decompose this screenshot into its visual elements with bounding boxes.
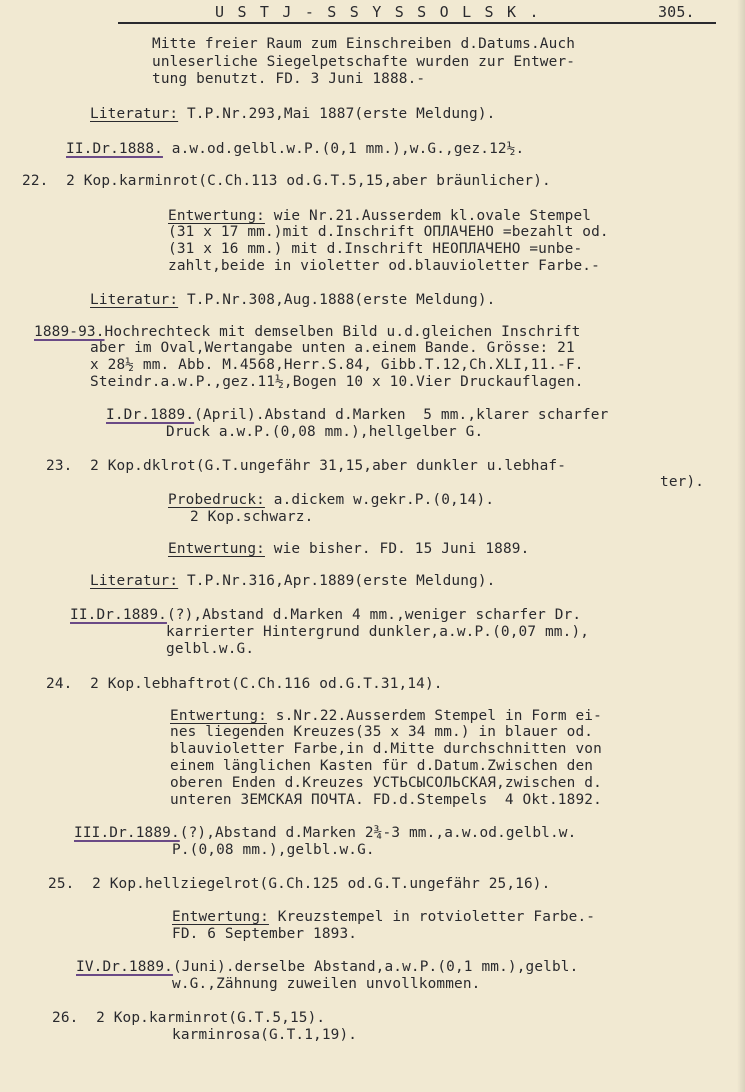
- text-line: unteren ЗЕМСКАЯ ПОЧТА. FD.d.Stempels 4 Okt.1892.: [170, 792, 602, 808]
- text-line: tung benutzt. FD. 3 Juni 1888.-: [152, 71, 426, 87]
- cancellation-line: [168, 208, 591, 225]
- header-rule: [118, 22, 716, 24]
- text-line: blauvioletter Farbe,in d.Mitte durchschnitten von: [170, 741, 602, 757]
- entwertung-label: Entwertung:: [172, 909, 269, 925]
- printing-label: IV.Dr.1889.: [76, 959, 173, 975]
- entwertung-label: Entwertung:: [168, 541, 265, 557]
- text-line: karrierter Hintergrund dunkler,a.w.P.(0,07 mm.),: [166, 624, 590, 640]
- probedruck-label: Probedruck:: [168, 492, 265, 508]
- printing-heading: [106, 407, 608, 424]
- proof-line: [168, 492, 494, 509]
- page-edge-shadow: [737, 0, 745, 1092]
- literature-line: [90, 573, 495, 590]
- cancellation-text: wie bisher. FD. 15 Juni 1889.: [273, 541, 530, 557]
- page-number: 305.: [658, 3, 695, 21]
- text-line: (31 x 16 mm.) mit d.Inschrift НЕОПЛАЧЕНО =unbe-: [168, 241, 583, 257]
- cancellation-line: [172, 909, 595, 926]
- text-line: (31 x 17 mm.)mit d.Inschrift ОПЛАЧЕНО =bezahlt od.: [168, 224, 609, 240]
- stamp-entry-26: 26. 2 Kop.karminrot(G.T.5,15).: [52, 1010, 326, 1026]
- literature-line: [90, 106, 495, 123]
- cancellation-text: s.Nr.22.Ausserdem Stempel in Form ei-: [275, 708, 602, 724]
- text-line: x 28½ mm. Abb. M.4568,Herr.S.84, Gibb.T.12,Ch.XLI,11.-F.: [90, 357, 584, 373]
- literature-line: [90, 292, 495, 309]
- literature-text: T.P.Nr.316,Apr.1889(erste Meldung).: [186, 573, 496, 589]
- entwertung-label: Entwertung:: [168, 208, 265, 224]
- stamp-entry-25: 25. 2 Kop.hellziegelrot(G.Ch.125 od.G.T.ungefähr 25,16).: [48, 876, 551, 892]
- printing-label: II.Dr.1889.: [70, 607, 167, 623]
- entwertung-label: Entwertung:: [170, 708, 267, 724]
- printing-text: (?),Abstand d.Marken 2¾-3 mm.,a.w.od.gelbl.w.: [179, 825, 577, 841]
- cancellation-text: wie Nr.21.Ausserdem kl.ovale Stempel: [273, 208, 592, 224]
- printing-heading: [74, 825, 576, 842]
- text-line: karminrosa(G.T.1,19).: [172, 1027, 358, 1043]
- running-title: U S T J - S S Y S S O L S K .: [215, 3, 541, 21]
- printing-heading: [76, 959, 578, 976]
- stamp-entry-24: 24. 2 Kop.lebhaftrot(C.Ch.116 od.G.T.31,14).: [46, 676, 443, 692]
- text-line: Steindr.a.w.P.,gez.11½,Bogen 10 x 10.Vier Druckauflagen.: [90, 374, 584, 390]
- stamp-entry-23: 23. 2 Kop.dklrot(G.T.ungefähr 31,15,aber dunkler u.lebhaf-: [46, 458, 567, 474]
- text-line: unleserliche Siegelpetschafte wurden zur Entwer-: [152, 54, 576, 70]
- text-line: zahlt,beide in violetter od.blauvioletter Farbe.-: [168, 258, 600, 274]
- printing-text: (April).Abstand d.Marken 5 mm.,klarer scharfer: [194, 407, 609, 423]
- stamp-entry-22: 22. 2 Kop.karminrot(C.Ch.113 od.G.T.5,15,aber bräunlicher).: [22, 173, 551, 189]
- cancellation-text: Kreuzstempel in rotvioletter Farbe.-: [277, 909, 596, 925]
- text-line: gelbl.w.G.: [166, 641, 255, 657]
- proof-text: a.dickem w.gekr.P.(0,14).: [273, 492, 495, 508]
- printing-text: (Juni).derselbe Abstand,a.w.P.(0,1 mm.),gelbl.: [172, 959, 579, 975]
- issue-heading: [34, 324, 580, 341]
- text-line: FD. 6 September 1893.: [172, 926, 358, 942]
- printing-heading: [66, 141, 524, 158]
- cancellation-line: [170, 708, 602, 725]
- text-line: nes liegenden Kreuzes(35 x 34 mm.) in blauer od.: [170, 724, 594, 740]
- printing-label: I.Dr.1889.: [106, 407, 195, 423]
- text-line: aber im Oval,Wertangabe unten a.einem Bande. Grösse: 21: [90, 340, 575, 356]
- text-line: 2 Kop.schwarz.: [190, 509, 314, 525]
- printing-label: II.Dr.1888.: [66, 141, 163, 157]
- text-line: Druck a.w.P.(0,08 mm.),hellgelber G.: [166, 424, 484, 440]
- printing-heading: [70, 607, 581, 624]
- literature-text: T.P.Nr.308,Aug.1888(erste Meldung).: [186, 292, 496, 308]
- literatur-label: Literatur:: [90, 292, 179, 308]
- text-line: Mitte freier Raum zum Einschreiben d.Datums.Auch: [152, 36, 576, 52]
- literatur-label: Literatur:: [90, 106, 179, 122]
- printing-text: a.w.od.gelbl.w.P.(0,1 mm.),w.G.,gez.12½.: [171, 141, 525, 157]
- text-line: einem länglichen Kasten für d.Datum.Zwischen den: [170, 758, 594, 774]
- issue-text: Hochrechteck mit demselben Bild u.d.gleichen Inschrift: [104, 324, 581, 340]
- text-line: w.G.,Zähnung zuweilen unvollkommen.: [172, 976, 481, 992]
- literatur-label: Literatur:: [90, 573, 179, 589]
- text-line: ter).: [660, 474, 705, 490]
- text-line: P.(0,08 mm.),gelbl.w.G.: [172, 842, 375, 858]
- printing-text: (?),Abstand d.Marken 4 mm.,weniger scharfer Dr.: [166, 607, 582, 623]
- issue-label: 1889-93.: [34, 324, 105, 340]
- literature-text: T.P.Nr.293,Mai 1887(erste Meldung).: [186, 106, 496, 122]
- cancellation-line: [168, 541, 529, 558]
- printing-label: III.Dr.1889.: [74, 825, 180, 841]
- text-line: oberen Enden d.Kreuzes УСТЬСЫСОЛЬСКАЯ,zwischen d.: [170, 775, 602, 791]
